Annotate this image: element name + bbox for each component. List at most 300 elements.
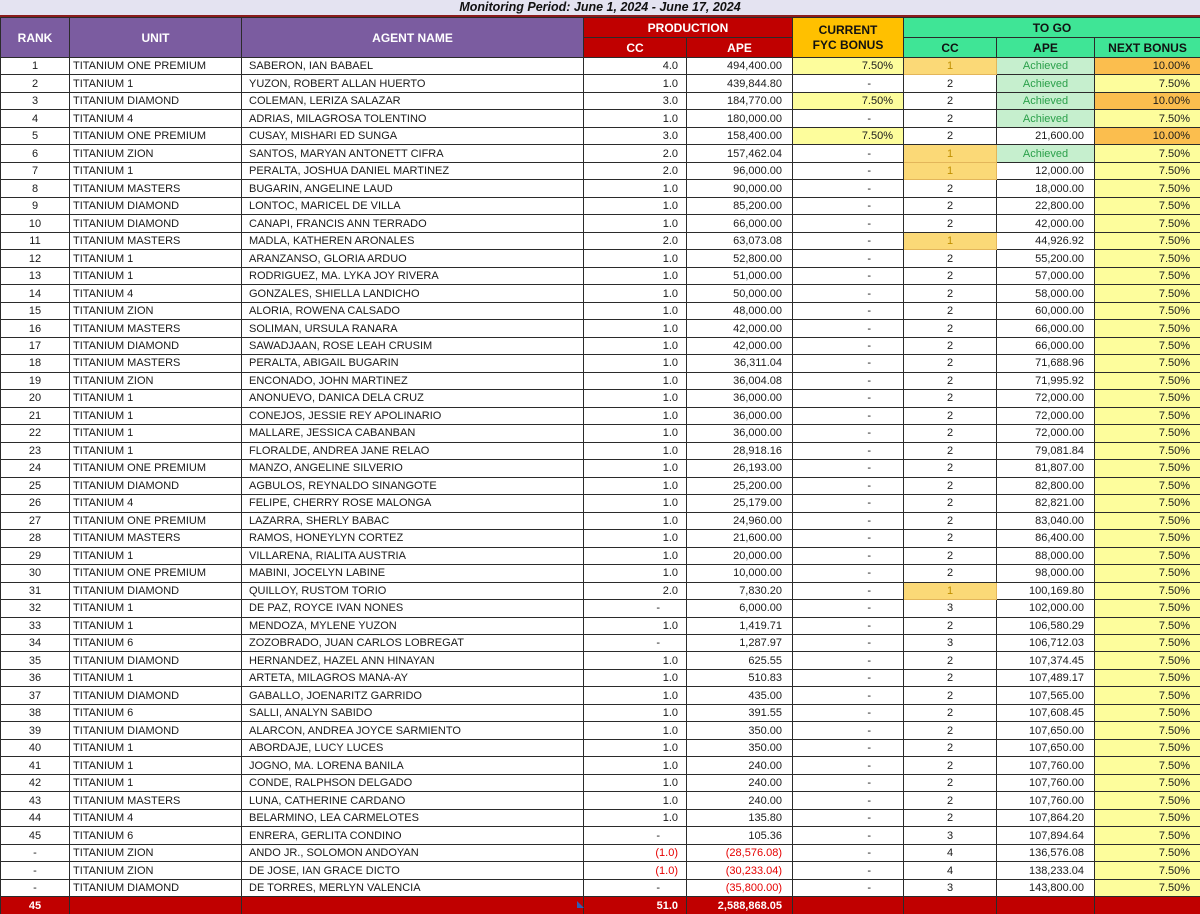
next-bonus-cell[interactable]: 7.50% <box>1095 477 1200 494</box>
next-bonus-cell[interactable]: 7.50% <box>1095 162 1200 179</box>
to-go-ape-cell[interactable]: 83,040.00 <box>997 512 1095 529</box>
production-ape-cell[interactable]: 96,000.00 <box>687 162 793 179</box>
production-cc-cell[interactable]: 1.0 <box>584 250 687 267</box>
unit-cell[interactable]: TITANIUM 1 <box>70 739 242 756</box>
production-cc-cell[interactable]: 1.0 <box>584 687 687 704</box>
current-fyc-bonus-cell[interactable]: - <box>793 722 904 739</box>
unit-cell[interactable]: TITANIUM 1 <box>70 669 242 686</box>
to-go-ape-cell[interactable]: 106,580.29 <box>997 617 1095 634</box>
to-go-group-header[interactable]: TO GO <box>904 18 1200 38</box>
unit-cell[interactable]: TITANIUM ZION <box>70 844 242 861</box>
production-cc-cell[interactable]: 3.0 <box>584 92 687 109</box>
next-bonus-cell[interactable]: 7.50% <box>1095 757 1200 774</box>
agent-name-cell[interactable]: ADRIAS, MILAGROSA TOLENTINO <box>242 110 584 127</box>
current-fyc-bonus-cell[interactable]: - <box>793 757 904 774</box>
production-cc-cell[interactable]: 2.0 <box>584 145 687 162</box>
next-bonus-cell[interactable]: 7.50% <box>1095 879 1200 896</box>
production-cc-cell[interactable]: 1.0 <box>584 302 687 319</box>
production-cc-column-header[interactable]: CC <box>584 38 687 58</box>
next-bonus-cell[interactable]: 7.50% <box>1095 634 1200 651</box>
unit-cell[interactable]: TITANIUM DIAMOND <box>70 879 242 896</box>
to-go-cc-cell[interactable]: 2 <box>904 355 997 372</box>
production-ape-cell[interactable]: 10,000.00 <box>687 565 793 582</box>
next-bonus-cell[interactable]: 7.50% <box>1095 774 1200 791</box>
rank-cell[interactable]: 16 <box>1 320 70 337</box>
to-go-cc-cell[interactable]: 2 <box>904 495 997 512</box>
to-go-ape-cell[interactable]: 107,650.00 <box>997 722 1095 739</box>
agent-name-cell[interactable]: MENDOZA, MYLENE YUZON <box>242 617 584 634</box>
to-go-ape-cell[interactable]: 82,800.00 <box>997 477 1095 494</box>
current-fyc-bonus-cell[interactable]: - <box>793 547 904 564</box>
to-go-cc-cell[interactable]: 4 <box>904 862 997 879</box>
unit-cell[interactable]: TITANIUM 1 <box>70 250 242 267</box>
production-ape-cell[interactable]: 28,918.16 <box>687 442 793 459</box>
current-fyc-bonus-cell[interactable]: - <box>793 634 904 651</box>
current-fyc-bonus-cell[interactable]: - <box>793 145 904 162</box>
current-fyc-bonus-cell[interactable]: - <box>793 582 904 599</box>
rank-cell[interactable]: 25 <box>1 477 70 494</box>
to-go-cc-cell[interactable]: 1 <box>904 582 997 599</box>
current-fyc-bonus-cell[interactable]: - <box>793 162 904 179</box>
rank-cell[interactable]: 30 <box>1 565 70 582</box>
agent-name-cell[interactable]: SOLIMAN, URSULA RANARA <box>242 320 584 337</box>
unit-cell[interactable]: TITANIUM MASTERS <box>70 530 242 547</box>
to-go-cc-cell[interactable]: 2 <box>904 250 997 267</box>
production-cc-cell[interactable]: 1.0 <box>584 617 687 634</box>
rank-cell[interactable]: 29 <box>1 547 70 564</box>
to-go-ape-cell[interactable]: 21,600.00 <box>997 127 1095 144</box>
next-bonus-cell[interactable]: 7.50% <box>1095 565 1200 582</box>
production-cc-cell[interactable]: 1.0 <box>584 110 687 127</box>
agent-name-cell[interactable]: ALORIA, ROWENA CALSADO <box>242 302 584 319</box>
agent-name-cell[interactable]: JOGNO, MA. LORENA BANILA <box>242 757 584 774</box>
production-cc-cell[interactable]: 1.0 <box>584 285 687 302</box>
current-fyc-bonus-cell[interactable]: - <box>793 687 904 704</box>
production-cc-cell[interactable]: 1.0 <box>584 180 687 197</box>
agent-name-cell[interactable]: CUSAY, MISHARI ED SUNGA <box>242 127 584 144</box>
production-cc-cell[interactable]: 3.0 <box>584 127 687 144</box>
unit-cell[interactable]: TITANIUM ONE PREMIUM <box>70 565 242 582</box>
production-cc-cell[interactable]: - <box>584 600 687 617</box>
unit-cell[interactable]: TITANIUM ONE PREMIUM <box>70 460 242 477</box>
rank-cell[interactable]: 3 <box>1 92 70 109</box>
agent-name-cell[interactable]: QUILLOY, RUSTOM TORIO <box>242 582 584 599</box>
rank-cell[interactable]: 15 <box>1 302 70 319</box>
next-bonus-cell[interactable]: 7.50% <box>1095 547 1200 564</box>
next-bonus-cell[interactable]: 7.50% <box>1095 372 1200 389</box>
to-go-ape-cell[interactable]: 106,712.03 <box>997 634 1095 651</box>
unit-cell[interactable]: TITANIUM 4 <box>70 285 242 302</box>
total-agent-cell[interactable] <box>242 897 584 914</box>
next-bonus-cell[interactable]: 10.00% <box>1095 127 1200 144</box>
unit-cell[interactable]: TITANIUM ZION <box>70 302 242 319</box>
production-cc-cell[interactable]: 1.0 <box>584 390 687 407</box>
next-bonus-cell[interactable]: 7.50% <box>1095 704 1200 721</box>
to-go-cc-cell[interactable]: 2 <box>904 92 997 109</box>
rank-cell[interactable]: 32 <box>1 600 70 617</box>
to-go-ape-cell[interactable]: 82,821.00 <box>997 495 1095 512</box>
production-cc-cell[interactable]: 4.0 <box>584 58 687 75</box>
unit-cell[interactable]: TITANIUM MASTERS <box>70 180 242 197</box>
next-bonus-cell[interactable]: 10.00% <box>1095 92 1200 109</box>
current-fyc-bonus-cell[interactable]: - <box>793 75 904 92</box>
to-go-ape-cell[interactable]: Achieved <box>997 75 1095 92</box>
production-ape-cell[interactable]: 240.00 <box>687 757 793 774</box>
production-ape-cell[interactable]: 51,000.00 <box>687 267 793 284</box>
production-ape-cell[interactable]: 36,000.00 <box>687 390 793 407</box>
current-fyc-bonus-cell[interactable]: - <box>793 739 904 756</box>
production-ape-cell[interactable]: 435.00 <box>687 687 793 704</box>
total-rank-cell[interactable]: 45 <box>1 897 70 914</box>
to-go-ape-cell[interactable]: 107,650.00 <box>997 739 1095 756</box>
rank-cell[interactable]: 26 <box>1 495 70 512</box>
agent-name-cell[interactable]: PERALTA, ABIGAIL BUGARIN <box>242 355 584 372</box>
unit-cell[interactable]: TITANIUM 6 <box>70 827 242 844</box>
unit-cell[interactable]: TITANIUM 1 <box>70 162 242 179</box>
next-bonus-cell[interactable]: 7.50% <box>1095 355 1200 372</box>
unit-cell[interactable]: TITANIUM 1 <box>70 757 242 774</box>
to-go-cc-cell[interactable]: 2 <box>904 512 997 529</box>
to-go-cc-cell[interactable]: 2 <box>904 372 997 389</box>
current-fyc-bonus-cell[interactable]: - <box>793 512 904 529</box>
production-cc-cell[interactable]: 1.0 <box>584 215 687 232</box>
agent-name-cell[interactable]: LUNA, CATHERINE CARDANO <box>242 792 584 809</box>
unit-cell[interactable]: TITANIUM ZION <box>70 862 242 879</box>
agent-name-cell[interactable]: SANTOS, MARYAN ANTONETT CIFRA <box>242 145 584 162</box>
production-ape-cell[interactable]: 240.00 <box>687 774 793 791</box>
to-go-ape-cell[interactable]: Achieved <box>997 58 1095 75</box>
next-bonus-cell[interactable]: 7.50% <box>1095 425 1200 442</box>
to-go-ape-cell[interactable]: 107,760.00 <box>997 757 1095 774</box>
agent-name-cell[interactable]: ALARCON, ANDREA JOYCE SARMIENTO <box>242 722 584 739</box>
production-ape-cell[interactable]: 63,073.08 <box>687 232 793 249</box>
production-cc-cell[interactable]: 1.0 <box>584 477 687 494</box>
production-ape-cell[interactable]: 1,419.71 <box>687 617 793 634</box>
production-ape-cell[interactable]: 42,000.00 <box>687 320 793 337</box>
agent-name-cell[interactable]: ANONUEVO, DANICA DELA CRUZ <box>242 390 584 407</box>
to-go-cc-cell[interactable]: 1 <box>904 145 997 162</box>
to-go-ape-cell[interactable]: 86,400.00 <box>997 530 1095 547</box>
unit-cell[interactable]: TITANIUM 1 <box>70 774 242 791</box>
rank-cell[interactable]: 36 <box>1 669 70 686</box>
to-go-cc-cell[interactable]: 2 <box>904 792 997 809</box>
unit-cell[interactable]: TITANIUM 4 <box>70 110 242 127</box>
agent-name-cell[interactable]: COLEMAN, LERIZA SALAZAR <box>242 92 584 109</box>
production-cc-cell[interactable]: - <box>584 879 687 896</box>
to-go-cc-cell[interactable]: 2 <box>904 425 997 442</box>
current-fyc-bonus-cell[interactable]: - <box>793 565 904 582</box>
current-fyc-bonus-cell[interactable]: - <box>793 669 904 686</box>
agent-name-cell[interactable]: CONDE, RALPHSON DELGADO <box>242 774 584 791</box>
production-ape-cell[interactable]: 157,462.04 <box>687 145 793 162</box>
rank-cell[interactable]: 5 <box>1 127 70 144</box>
rank-cell[interactable]: - <box>1 862 70 879</box>
next-bonus-cell[interactable]: 7.50% <box>1095 582 1200 599</box>
to-go-ape-cell[interactable]: Achieved <box>997 92 1095 109</box>
production-cc-cell[interactable]: 1.0 <box>584 774 687 791</box>
current-fyc-bonus-cell[interactable]: - <box>793 862 904 879</box>
next-bonus-cell[interactable]: 7.50% <box>1095 669 1200 686</box>
total-fyc-cell[interactable] <box>793 897 904 914</box>
production-cc-cell[interactable]: 1.0 <box>584 722 687 739</box>
production-cc-cell[interactable]: 1.0 <box>584 197 687 214</box>
production-ape-cell[interactable]: 36,000.00 <box>687 425 793 442</box>
agent-name-cell[interactable]: ABORDAJE, LUCY LUCES <box>242 739 584 756</box>
to-go-ape-cell[interactable]: Achieved <box>997 110 1095 127</box>
current-fyc-bonus-cell[interactable]: - <box>793 320 904 337</box>
production-ape-cell[interactable]: 36,311.04 <box>687 355 793 372</box>
unit-cell[interactable]: TITANIUM ZION <box>70 145 242 162</box>
to-go-cc-cell[interactable]: 2 <box>904 110 997 127</box>
rank-cell[interactable]: 22 <box>1 425 70 442</box>
agent-name-cell[interactable]: SAWADJAAN, ROSE LEAH CRUSIM <box>242 337 584 354</box>
production-ape-cell[interactable]: 240.00 <box>687 792 793 809</box>
to-go-ape-cell[interactable]: 98,000.00 <box>997 565 1095 582</box>
to-go-cc-cell[interactable]: 2 <box>904 267 997 284</box>
production-cc-cell[interactable]: 1.0 <box>584 809 687 826</box>
production-ape-cell[interactable]: 350.00 <box>687 722 793 739</box>
to-go-ape-cell[interactable]: 138,233.04 <box>997 862 1095 879</box>
unit-cell[interactable]: TITANIUM 4 <box>70 809 242 826</box>
unit-cell[interactable]: TITANIUM MASTERS <box>70 355 242 372</box>
agent-name-cell[interactable]: ANDO JR., SOLOMON ANDOYAN <box>242 844 584 861</box>
unit-cell[interactable]: TITANIUM 1 <box>70 75 242 92</box>
production-cc-cell[interactable]: 1.0 <box>584 372 687 389</box>
to-go-ape-cell[interactable]: 136,576.08 <box>997 844 1095 861</box>
unit-column-header[interactable]: UNIT <box>70 18 242 58</box>
to-go-cc-cell[interactable]: 1 <box>904 162 997 179</box>
to-go-cc-cell[interactable]: 2 <box>904 390 997 407</box>
next-bonus-cell[interactable]: 7.50% <box>1095 250 1200 267</box>
agent-name-cell[interactable]: FELIPE, CHERRY ROSE MALONGA <box>242 495 584 512</box>
unit-cell[interactable]: TITANIUM 1 <box>70 547 242 564</box>
production-cc-cell[interactable]: 1.0 <box>584 355 687 372</box>
to-go-ape-cell[interactable]: 107,374.45 <box>997 652 1095 669</box>
production-ape-cell[interactable]: 42,000.00 <box>687 337 793 354</box>
unit-cell[interactable]: TITANIUM DIAMOND <box>70 722 242 739</box>
to-go-ape-cell[interactable]: 42,000.00 <box>997 215 1095 232</box>
unit-cell[interactable]: TITANIUM 1 <box>70 390 242 407</box>
unit-cell[interactable]: TITANIUM 1 <box>70 425 242 442</box>
rank-cell[interactable]: - <box>1 879 70 896</box>
unit-cell[interactable]: TITANIUM DIAMOND <box>70 687 242 704</box>
current-fyc-bonus-cell[interactable]: - <box>793 477 904 494</box>
to-go-ape-cell[interactable]: 102,000.00 <box>997 600 1095 617</box>
next-bonus-cell[interactable]: 7.50% <box>1095 180 1200 197</box>
current-fyc-bonus-cell[interactable]: - <box>793 652 904 669</box>
unit-cell[interactable]: TITANIUM 1 <box>70 407 242 424</box>
to-go-cc-cell[interactable]: 2 <box>904 320 997 337</box>
current-fyc-bonus-cell[interactable]: - <box>793 774 904 791</box>
next-bonus-cell[interactable]: 7.50% <box>1095 75 1200 92</box>
to-go-ape-cell[interactable]: Achieved <box>997 145 1095 162</box>
production-cc-cell[interactable]: 1.0 <box>584 512 687 529</box>
rank-cell[interactable]: 44 <box>1 809 70 826</box>
rank-cell[interactable]: 35 <box>1 652 70 669</box>
to-go-cc-cell[interactable]: 3 <box>904 600 997 617</box>
rank-cell[interactable]: 8 <box>1 180 70 197</box>
next-bonus-cell[interactable]: 7.50% <box>1095 844 1200 861</box>
production-group-header[interactable]: PRODUCTION <box>584 18 793 38</box>
agent-name-cell[interactable]: MANZO, ANGELINE SILVERIO <box>242 460 584 477</box>
production-ape-cell[interactable]: 510.83 <box>687 669 793 686</box>
to-go-cc-cell[interactable]: 3 <box>904 634 997 651</box>
agent-name-cell[interactable]: CONEJOS, JESSIE REY APOLINARIO <box>242 407 584 424</box>
next-bonus-cell[interactable]: 7.50% <box>1095 827 1200 844</box>
next-bonus-cell[interactable]: 7.50% <box>1095 320 1200 337</box>
current-fyc-bonus-cell[interactable]: - <box>793 285 904 302</box>
to-go-ape-cell[interactable]: 107,565.00 <box>997 687 1095 704</box>
current-fyc-bonus-cell[interactable]: - <box>793 302 904 319</box>
current-fyc-bonus-cell[interactable]: - <box>793 215 904 232</box>
to-go-cc-cell[interactable]: 2 <box>904 75 997 92</box>
to-go-ape-cell[interactable]: 58,000.00 <box>997 285 1095 302</box>
next-bonus-cell[interactable]: 7.50% <box>1095 407 1200 424</box>
current-fyc-bonus-cell[interactable]: - <box>793 792 904 809</box>
agent-name-cell[interactable]: MALLARE, JESSICA CABANBAN <box>242 425 584 442</box>
unit-cell[interactable]: TITANIUM DIAMOND <box>70 582 242 599</box>
production-ape-cell[interactable]: (35,800.00) <box>687 879 793 896</box>
production-ape-cell[interactable]: 7,830.20 <box>687 582 793 599</box>
current-fyc-bonus-cell[interactable]: - <box>793 617 904 634</box>
to-go-ape-cell[interactable]: 79,081.84 <box>997 442 1095 459</box>
to-go-cc-cell[interactable]: 3 <box>904 827 997 844</box>
production-ape-cell[interactable]: 52,800.00 <box>687 250 793 267</box>
current-fyc-bonus-cell[interactable]: - <box>793 372 904 389</box>
total-cc-cell[interactable]: 51.0 <box>584 897 687 914</box>
production-cc-cell[interactable]: 1.0 <box>584 75 687 92</box>
rank-cell[interactable]: 4 <box>1 110 70 127</box>
next-bonus-cell[interactable]: 7.50% <box>1095 862 1200 879</box>
production-cc-cell[interactable]: 1.0 <box>584 320 687 337</box>
production-cc-cell[interactable]: 1.0 <box>584 530 687 547</box>
agent-name-cell[interactable]: DE PAZ, ROYCE IVAN NONES <box>242 600 584 617</box>
production-cc-cell[interactable]: 1.0 <box>584 547 687 564</box>
to-go-ape-cell[interactable]: 66,000.00 <box>997 337 1095 354</box>
to-go-cc-cell[interactable]: 2 <box>904 669 997 686</box>
next-bonus-cell[interactable]: 7.50% <box>1095 652 1200 669</box>
production-ape-cell[interactable]: 180,000.00 <box>687 110 793 127</box>
to-go-ape-column-header[interactable]: APE <box>997 38 1095 58</box>
current-fyc-bonus-cell[interactable]: - <box>793 110 904 127</box>
current-fyc-bonus-cell[interactable]: 7.50% <box>793 58 904 75</box>
agent-name-cell[interactable]: GABALLO, JOENARITZ GARRIDO <box>242 687 584 704</box>
rank-cell[interactable]: 43 <box>1 792 70 809</box>
to-go-ape-cell[interactable]: 60,000.00 <box>997 302 1095 319</box>
to-go-cc-cell[interactable]: 2 <box>904 739 997 756</box>
to-go-cc-cell[interactable]: 2 <box>904 215 997 232</box>
agent-name-cell[interactable]: SABERON, IAN BABAEL <box>242 58 584 75</box>
to-go-ape-cell[interactable]: 12,000.00 <box>997 162 1095 179</box>
to-go-cc-cell[interactable]: 1 <box>904 58 997 75</box>
to-go-ape-cell[interactable]: 71,995.92 <box>997 372 1095 389</box>
next-bonus-cell[interactable]: 7.50% <box>1095 337 1200 354</box>
production-cc-cell[interactable]: 1.0 <box>584 757 687 774</box>
to-go-ape-cell[interactable]: 71,688.96 <box>997 355 1095 372</box>
next-bonus-cell[interactable]: 7.50% <box>1095 792 1200 809</box>
production-ape-cell[interactable]: 350.00 <box>687 739 793 756</box>
unit-cell[interactable]: TITANIUM 1 <box>70 442 242 459</box>
agent-name-cell[interactable]: RODRIGUEZ, MA. LYKA JOY RIVERA <box>242 267 584 284</box>
production-ape-cell[interactable]: 439,844.80 <box>687 75 793 92</box>
production-cc-cell[interactable]: 1.0 <box>584 652 687 669</box>
total-togo-ape-cell[interactable] <box>997 897 1095 914</box>
production-cc-cell[interactable]: 1.0 <box>584 267 687 284</box>
agent-name-cell[interactable]: DE TORRES, MERLYN VALENCIA <box>242 879 584 896</box>
unit-cell[interactable]: TITANIUM ZION <box>70 372 242 389</box>
to-go-cc-cell[interactable]: 2 <box>904 442 997 459</box>
agent-name-cell[interactable]: GONZALES, SHIELLA LANDICHO <box>242 285 584 302</box>
next-bonus-cell[interactable]: 7.50% <box>1095 460 1200 477</box>
unit-cell[interactable]: TITANIUM 1 <box>70 267 242 284</box>
to-go-cc-cell[interactable]: 2 <box>904 652 997 669</box>
current-fyc-bonus-cell[interactable]: 7.50% <box>793 127 904 144</box>
rank-cell[interactable]: 28 <box>1 530 70 547</box>
next-bonus-cell[interactable]: 7.50% <box>1095 110 1200 127</box>
production-ape-cell[interactable]: 66,000.00 <box>687 215 793 232</box>
rank-cell[interactable]: 6 <box>1 145 70 162</box>
current-fyc-bonus-cell[interactable]: - <box>793 180 904 197</box>
to-go-ape-cell[interactable]: 18,000.00 <box>997 180 1095 197</box>
rank-cell[interactable]: 42 <box>1 774 70 791</box>
agent-name-cell[interactable]: RAMOS, HONEYLYN CORTEZ <box>242 530 584 547</box>
to-go-ape-cell[interactable]: 100,169.80 <box>997 582 1095 599</box>
to-go-ape-cell[interactable]: 81,807.00 <box>997 460 1095 477</box>
unit-cell[interactable]: TITANIUM 6 <box>70 634 242 651</box>
rank-cell[interactable]: 40 <box>1 739 70 756</box>
to-go-ape-cell[interactable]: 107,894.64 <box>997 827 1095 844</box>
production-ape-cell[interactable]: 494,400.00 <box>687 58 793 75</box>
next-bonus-cell[interactable]: 7.50% <box>1095 145 1200 162</box>
rank-cell[interactable]: 2 <box>1 75 70 92</box>
production-cc-cell[interactable]: 2.0 <box>584 232 687 249</box>
to-go-ape-cell[interactable]: 22,800.00 <box>997 197 1095 214</box>
production-cc-cell[interactable]: 1.0 <box>584 739 687 756</box>
to-go-cc-cell[interactable]: 2 <box>904 530 997 547</box>
rank-cell[interactable]: 20 <box>1 390 70 407</box>
rank-cell[interactable]: 1 <box>1 58 70 75</box>
production-ape-cell[interactable]: 25,179.00 <box>687 495 793 512</box>
rank-cell[interactable]: 33 <box>1 617 70 634</box>
agent-name-cell[interactable]: DE JOSE, IAN GRACE DICTO <box>242 862 584 879</box>
current-fyc-bonus-cell[interactable]: - <box>793 197 904 214</box>
total-next-bonus-cell[interactable] <box>1095 897 1200 914</box>
to-go-cc-cell[interactable]: 2 <box>904 617 997 634</box>
to-go-ape-cell[interactable]: 143,800.00 <box>997 879 1095 896</box>
agent-name-cell[interactable]: MADLA, KATHEREN ARONALES <box>242 232 584 249</box>
to-go-cc-cell[interactable]: 2 <box>904 547 997 564</box>
to-go-ape-cell[interactable]: 107,864.20 <box>997 809 1095 826</box>
next-bonus-cell[interactable]: 10.00% <box>1095 58 1200 75</box>
rank-cell[interactable]: 38 <box>1 704 70 721</box>
to-go-cc-cell[interactable]: 4 <box>904 844 997 861</box>
to-go-ape-cell[interactable]: 107,760.00 <box>997 792 1095 809</box>
to-go-cc-cell[interactable]: 1 <box>904 232 997 249</box>
to-go-cc-cell[interactable]: 2 <box>904 180 997 197</box>
current-fyc-bonus-cell[interactable]: - <box>793 460 904 477</box>
agent-name-cell[interactable]: LAZARRA, SHERLY BABAC <box>242 512 584 529</box>
current-fyc-bonus-cell[interactable]: - <box>793 530 904 547</box>
production-ape-cell[interactable]: 36,004.08 <box>687 372 793 389</box>
current-fyc-bonus-cell[interactable]: - <box>793 337 904 354</box>
current-fyc-bonus-cell[interactable]: - <box>793 390 904 407</box>
current-fyc-bonus-cell[interactable]: - <box>793 442 904 459</box>
to-go-cc-cell[interactable]: 2 <box>904 477 997 494</box>
rank-cell[interactable]: 23 <box>1 442 70 459</box>
unit-cell[interactable]: TITANIUM MASTERS <box>70 232 242 249</box>
to-go-cc-cell[interactable]: 2 <box>904 285 997 302</box>
current-fyc-bonus-cell[interactable]: - <box>793 809 904 826</box>
